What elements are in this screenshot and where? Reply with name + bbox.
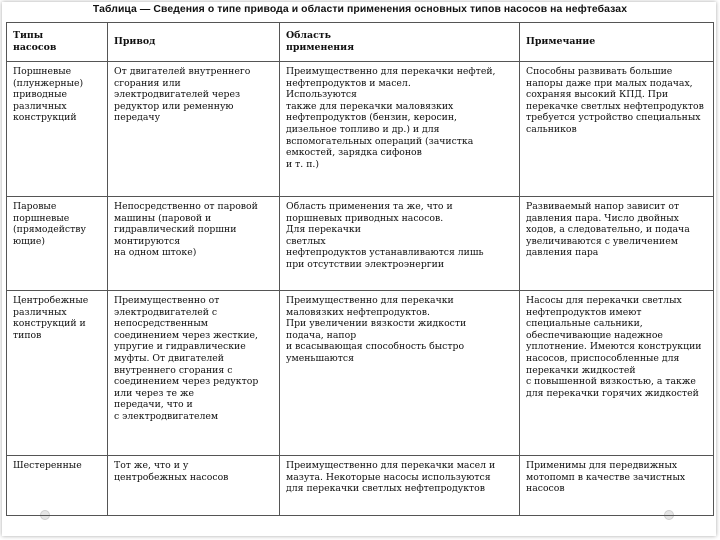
table-header-row [7, 23, 714, 62]
table-row [7, 456, 714, 516]
cell-pump-type: Шестеренные [7, 456, 108, 516]
table-row [7, 197, 714, 291]
cell-note: Насосы для перекачки светлых нефтепродуктов имеют специальные сальники, обеспечивающие надежное уплотнение. Имеются конструкции насосов, приспособленные для перекачки жидкостей с повышенной вязкостью, а также для перекачки горячих жидкостей [520, 291, 714, 456]
page-title: Таблица — Сведения о типе привода и области применения основных типов насосов на нефтебазах [92, 4, 628, 15]
header-pump-types: Типы насосов [7, 23, 108, 62]
cell-pump-type: Паровые поршневые (прямодейству ющие) [7, 197, 108, 291]
cell-drive: От двигателей внутреннего сгорания или электродвигателей через редуктор или ременную передачу [108, 62, 280, 197]
header-application: Область применения [280, 23, 520, 62]
header-drive: Привод [108, 23, 280, 62]
cell-note: Развиваемый напор зависит от давления пара. Число двойных ходов, а следовательно, и подача увеличиваются с увеличением давления пара [520, 197, 714, 291]
cell-drive: Преимущественно от электродвигателей с непосредственным соединением через жесткие, упругие и гидравлические муфты. От двигателей внутреннего сгорания с соединением через редуктор или через те же передачи, что и с электродвигателем [108, 291, 280, 456]
cell-pump-type: Поршневые (плунжерные) приводные различных конструкций [7, 62, 108, 197]
cell-note: Способны развивать большие напоры даже при малых подачах, сохраняя высокий КПД. При перекачке светлых нефтепродуктов требуется устройство специальных сальников [520, 62, 714, 197]
cell-pump-type: Центробежные различных конструкций и типов [7, 291, 108, 456]
header-note: Примечание [520, 23, 714, 62]
table-row [7, 291, 714, 456]
cell-application: Преимущественно для перекачки маловязких нефтепродуктов. При увеличении вязкости жидкости подача, напор и всасывающая способность быстро уменьшаются [280, 291, 520, 456]
cell-application: Преимущественно для перекачки нефтей, нефтепродуктов и масел. Используются также для перекачки маловязких нефтепродуктов (бензин, керосин, дизельное топливо и др.) и для вспомогательных операций (зачистка емкостей, зарядка сифонов и т. п.) [280, 62, 520, 197]
cell-drive: Тот же, что и у центробежных насосов [108, 456, 280, 516]
cell-application: Область применения та же, что и поршневых приводных насосов. Для перекачки светлых нефтепродуктов устанавливаются лишь при отсутствии электроэнергии [280, 197, 520, 291]
table-row [7, 62, 714, 197]
cell-note: Применимы для передвижных мотопомп в качестве зачистных насосов [520, 456, 714, 516]
cell-drive: Непосредственно от паровой машины (паровой и гидравлический поршни монтируются на одном штоке) [108, 197, 280, 291]
pump-types-table [6, 22, 714, 516]
cell-application: Преимущественно для перекачки масел и мазута. Некоторые насосы используются для перекачки светлых нефтепродуктов [280, 456, 520, 516]
